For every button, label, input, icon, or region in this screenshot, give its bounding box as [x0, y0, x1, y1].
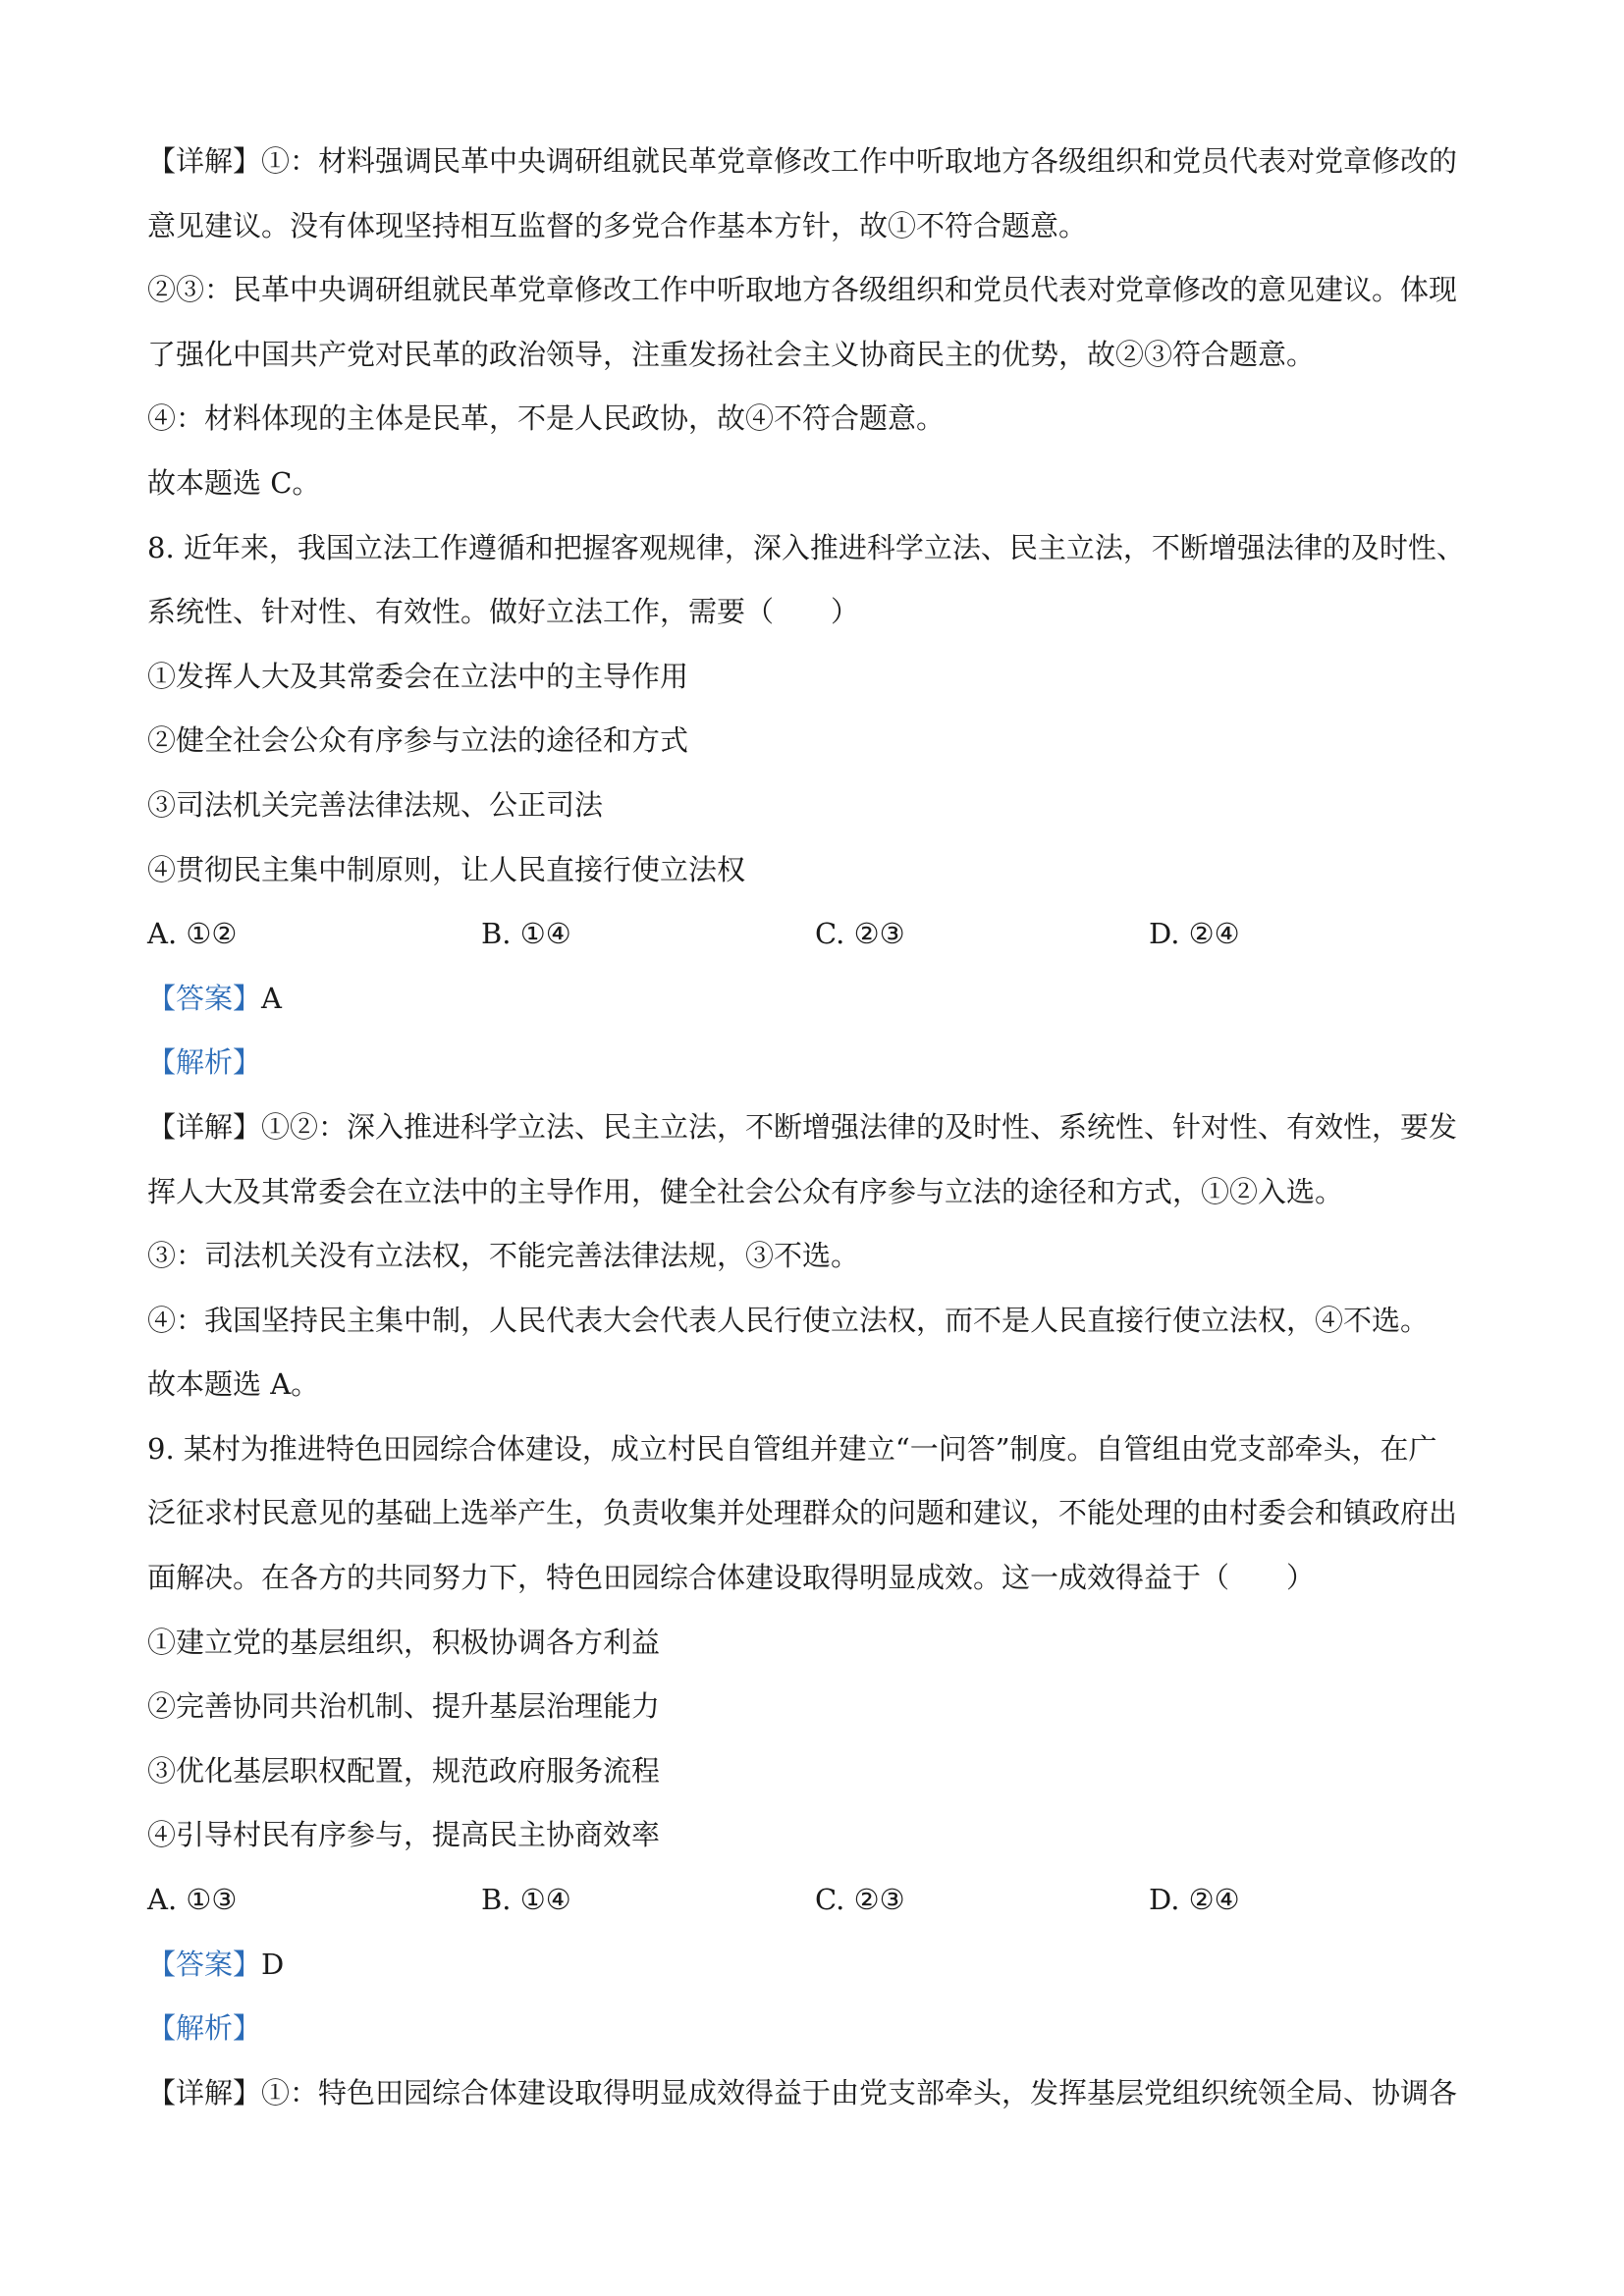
line-text: ②健全社会公众有序参与立法的途径和方式: [147, 723, 689, 758]
section-label: 【详解】: [147, 1109, 262, 1144]
line-text: ③：司法机关没有立法权，不能完善法律法规，③不选。: [147, 1239, 860, 1273]
text-line: [147, 516, 1483, 581]
answer-option: B. ①④: [481, 1883, 571, 1917]
line-text: 系统性、针对性、有效性。做好立法工作，需要（ ）: [147, 595, 860, 629]
text-line: [147, 130, 1483, 194]
text-line: [147, 1095, 1483, 1160]
line-text: D: [261, 1947, 285, 1981]
answer-option: B. ①④: [481, 917, 571, 951]
text-line: [147, 1031, 1483, 1095]
text-line: [147, 1933, 1483, 1998]
line-text: 8. 近年来，我国立法工作遵循和把握客观规律，深入推进科学立法、民主立法，不断增强法律的及时性、: [147, 530, 1465, 564]
answer-options: [147, 902, 1483, 967]
text-line: [147, 1546, 1483, 1611]
text-line: [147, 645, 1483, 710]
line-text: ①建立党的基层组织，积极协调各方利益: [147, 1625, 661, 1659]
text-line: [147, 387, 1483, 452]
line-text: ①：材料强调民革中央调研组就民革党章修改工作中听取地方各级组织和党员代表对党章修改的: [261, 144, 1458, 178]
text-line: [147, 1353, 1483, 1417]
line-text: 泛征求村民意见的基础上选举产生，负责收集并处理群众的问题和建议，不能处理的由村委会和镇政府出: [147, 1496, 1458, 1530]
text-line: [147, 323, 1483, 388]
section-label: 【答案】: [147, 981, 262, 1015]
line-text: 挥人大及其常委会在立法中的主导作用，健全社会公众有序参与立法的途径和方式，①②入选。: [147, 1174, 1344, 1208]
answer-option: A. ①③: [147, 1883, 238, 1917]
text-line: [147, 1289, 1483, 1354]
text-line: [147, 1611, 1483, 1676]
section-label: 【详解】: [147, 144, 262, 178]
line-text: ③司法机关完善法律法规、公正司法: [147, 787, 604, 822]
section-label: 【答案】: [147, 1947, 262, 1981]
line-text: 9. 某村为推进特色田园综合体建设，成立村民自管组并建立“一问答”制度。自管组由党支部牵头，在广: [147, 1431, 1437, 1466]
section-label: 【详解】: [147, 2075, 262, 2109]
line-text: 了强化中国共产党对民革的政治领导，注重发扬社会主义协商民主的优势，故②③符合题意。: [147, 337, 1316, 371]
answer-option: C. ②③: [815, 1883, 905, 1917]
text-line: [147, 967, 1483, 1032]
section-label: 【解析】: [147, 1045, 262, 1080]
text-line: [147, 1417, 1483, 1482]
line-text: ①②：深入推进科学立法、民主立法，不断增强法律的及时性、系统性、针对性、有效性，要发: [261, 1109, 1458, 1144]
text-line: [147, 1803, 1483, 1868]
line-text: ③优化基层职权配置，规范政府服务流程: [147, 1753, 661, 1788]
document-body: [147, 130, 1483, 2125]
text-line: [147, 580, 1483, 645]
text-line: [147, 1224, 1483, 1289]
text-line: [147, 1675, 1483, 1739]
answer-option: D. ②④: [1149, 917, 1240, 951]
text-line: [147, 1160, 1483, 1225]
text-line: [147, 1481, 1483, 1546]
line-text: 故本题选 C。: [147, 465, 321, 500]
section-label: 【解析】: [147, 2011, 262, 2046]
text-line: [147, 774, 1483, 838]
answer-option: D. ②④: [1149, 1883, 1240, 1917]
line-text: ④：我国坚持民主集中制，人民代表大会代表人民行使立法权，而不是人民直接行使立法权，④不选。: [147, 1303, 1430, 1337]
text-line: [147, 194, 1483, 259]
line-text: ④贯彻民主集中制原则，让人民直接行使立法权: [147, 852, 746, 886]
line-text: ④引导村民有序参与，提高民主协商效率: [147, 1818, 661, 1852]
line-text: ②完善协同共治机制、提升基层治理能力: [147, 1689, 661, 1724]
text-line: [147, 1997, 1483, 2061]
line-text: ①发挥人大及其常委会在立法中的主导作用: [147, 659, 689, 693]
answer-option: A. ①②: [147, 917, 238, 951]
line-text: A: [261, 981, 282, 1015]
line-text: 意见建议。没有体现坚持相互监督的多党合作基本方针，故①不符合题意。: [147, 208, 1088, 242]
text-line: [147, 1739, 1483, 1804]
line-text: 面解决。在各方的共同努力下，特色田园综合体建设取得明显成效。这一成效得益于（ ）: [147, 1561, 1316, 1595]
line-text: ②③：民革中央调研组就民革党章修改工作中听取地方各级组织和党员代表对党章修改的意见建议。体现: [147, 273, 1458, 307]
answer-options: [147, 1868, 1483, 1933]
text-line: [147, 838, 1483, 903]
text-line: [147, 2061, 1483, 2126]
line-text: ①：特色田园综合体建设取得明显成效得益于由党支部牵头，发挥基层党组织统领全局、协调各: [261, 2075, 1458, 2109]
text-line: [147, 452, 1483, 516]
line-text: 故本题选 A。: [147, 1367, 320, 1402]
answer-option: C. ②③: [815, 917, 905, 951]
text-line: [147, 258, 1483, 323]
text-line: [147, 709, 1483, 774]
line-text: ④：材料体现的主体是民革，不是人民政协，故④不符合题意。: [147, 401, 946, 436]
